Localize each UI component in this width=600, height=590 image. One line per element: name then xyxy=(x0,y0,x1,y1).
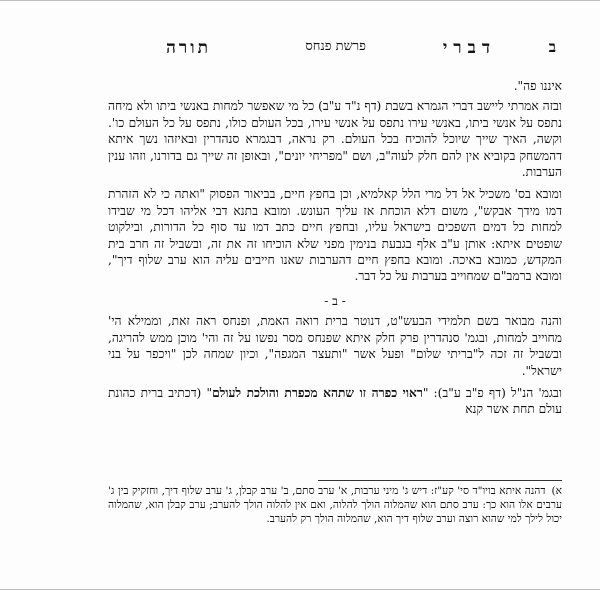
section-separator: - ב - xyxy=(324,293,346,308)
book-title: דברי xyxy=(442,38,496,58)
footnote-rule xyxy=(318,480,562,481)
paragraph: והנה מבואר בשם תלמידי הבעש"ט, דנוטר ברית רואה האמת, ופנחס ראה זאת, וממילא הי' מחוייב למחות, ובגמ' סנהדרין פרק חלק איתא שפנחס מסר נפשו על זה והי' מוכן ממש להריגה, ובשביל זה זכה ל"בריתי שלום" ופעל אשר "ותעצר המגפה", וכיון שמחה לכן "ויכפר על בני ישראל". xyxy=(108,314,562,378)
paragraph xyxy=(108,385,562,418)
paragraph: ומובא בס' משכיל אל דל מרי הלל קאלמיא, וכן בחפץ חיים, בביאור הפסוק "ואתה כי לא הזהרת דמו מידך אבקש", משום דלא הוכחת אז עליך העונש. ומובא בתנא דבי אליהו דכל מי שבידו למחות כל דמים השפכים בישראל עליו, ובחפץ חיים כתב דמו עד סוף כל הדורות, ובילקוט שופטים איתא: אותן ע"ב אלף בגבעת בנימין מפני שלא הוכיחו זה את זה, ובשביל זה חרב בית המקדש, כמובא באיכה. ומובא בחפץ חיים דהערבות שאנו חייבים עליה הוא ערב שלוף דיך", ומובא ברמב"ם שמחוייב בערבות על כל דבר. xyxy=(108,187,562,284)
footnote-marker: א) xyxy=(551,485,562,497)
page-edge-top xyxy=(0,0,600,1)
paragraph: איננו פה". xyxy=(513,79,562,93)
page-number: ב xyxy=(548,38,556,56)
footnote-text: דהנה איתא בויו"ד סי' קע"ז: דיש ג' מיני ערבות, א' ערב סתם, ב' ערב קבלן, ג' ערב שלוף דיך, וחזקיק בין ג' ערבים אלו הוא כך: ערב סתם הוא שהמלוה הולך להלוה, ואם אין להלוה הולך להערב; ערב קבלן הוא, שהמלוה יכול לילך למי שהוא רוצה וערב שלוף דיך הוא, שהמלוה הולך רק להערב. xyxy=(108,485,562,526)
paragraph-text: " (דכתיב ברית כהונת עולם תחת אשר קנא xyxy=(108,385,562,417)
running-header xyxy=(110,38,556,60)
paragraph: ובזה אמרתי ליישב דברי הגמרא בשבת (דף נ"ד ע"ב) כל מי שאפשר למחות באנשי ביתו ולא מיחה נתפס על אנשי ביתו, באנשי עירו נתפס על אנשי עירו, בכל העולם כולו, נתפס על כל העולם כו'. וקשה, האיך שייך שיוכל להוכיח בכל העולם. רק נראה, דבגמרא סנהדרין ובאיזהו נשך איתא דהמשחק בקוביא אין להם חלק לעוה"ב, ושם "מפריחי יונים", ובאופן זה שייך גם בדורנו, וזהו ענין הערבות. xyxy=(108,99,562,180)
main-text xyxy=(108,78,562,424)
section-title: תורה xyxy=(166,38,211,58)
footnote xyxy=(108,484,562,527)
bold-quote: ראוי כפרה זו שתהא מכפרת והולכת לעולם xyxy=(212,385,423,400)
parsha-title: פרשת פנחס xyxy=(305,39,366,54)
paragraph-text: ובגמ' הנ"ל (דף פ"ב ע"ב): " xyxy=(422,385,562,400)
